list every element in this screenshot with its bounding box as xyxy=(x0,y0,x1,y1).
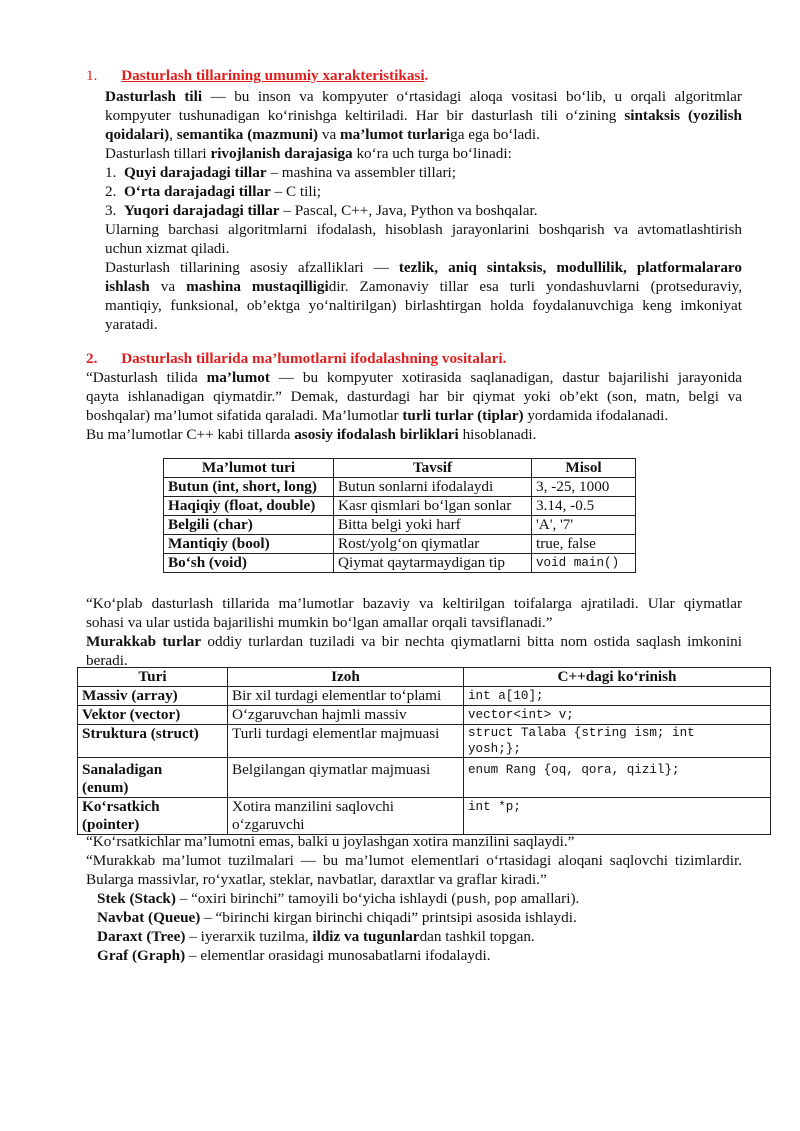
table-header: Ma’lumot turi xyxy=(164,459,334,478)
quote-line1: “Dasturlash tilida ma’lumot — bu kompyuter xotirasida saqlanadigan, dastur bajarilishi jarayonida xyxy=(86,369,742,386)
units-line: Bu ma’lumotlar C++ kabi tillarda asosiy ifodalash birliklari hisoblanadi. xyxy=(86,426,537,443)
table-row xyxy=(78,798,771,835)
advantages-line1: Dasturlash tillarining asosiy afzalliklari — tezlik, aniq sintaksis, modullilik, platformalararo xyxy=(105,259,742,276)
table-cell: Butun (int, short, long) xyxy=(164,478,334,497)
table-cell: Haqiqiy (float, double) xyxy=(164,497,334,516)
table-cell: vector<int> v; xyxy=(464,706,771,725)
table-cell: Mantiqiy (bool) xyxy=(164,535,334,554)
table-cell: Butun sonlarni ifodalaydi xyxy=(334,478,532,497)
table-cell: Rost/yolg‘on qiymatlar xyxy=(334,535,532,554)
section2-heading xyxy=(86,349,506,368)
table-header: Tavsif xyxy=(334,459,532,478)
section1-title: Dasturlash tillarining umumiy xarakteristikasi xyxy=(121,67,425,84)
table-cell: Vektor (vector) xyxy=(78,706,228,725)
advantages-line4: yaratadi. xyxy=(105,316,158,333)
table-row xyxy=(164,535,636,554)
graph-item: Graf (Graph) – elementlar orasidagi munosabatlarni ifodalaydi. xyxy=(97,947,491,964)
table-cell: Xotira manzilini saqlovchi o‘zgaruvchi xyxy=(228,798,464,835)
table-cell: Turli turdagi elementlar majmuasi xyxy=(228,725,464,758)
table-cell: true, false xyxy=(532,535,636,554)
complex-types-line2: beradi. xyxy=(86,652,128,669)
stack-item: Stek (Stack) – “oxiri birinchi” tamoyili bo‘yicha ishlaydi (push, pop amallari). xyxy=(97,890,580,907)
table-header-row xyxy=(78,668,771,687)
quote-line2: qayta ishlanadigan qiymatdir.” Demak, dasturdagi har bir qiymat yoki ob’ekt (son, matn, belgi va xyxy=(86,388,742,405)
table-cell: enum Rang {oq, qora, qizil}; xyxy=(464,758,771,798)
table-row xyxy=(78,706,771,725)
section2-number: 2. xyxy=(86,350,98,367)
section1-heading: 1. Dasturlash tillarining umumiy xarakteristikasi. xyxy=(86,67,429,84)
table-cell: Belgili (char) xyxy=(164,516,334,535)
table-cell: Massiv (array) xyxy=(78,687,228,706)
table-cell: Bo‘sh (void) xyxy=(164,554,334,573)
table-cell: Kasr qismlari bo‘lgan sonlar xyxy=(334,497,532,516)
pointer-quote: “Ko‘rsatkichlar ma’lumotni emas, balki u joylashgan xotira manzilini saqlaydi.” xyxy=(86,833,575,850)
advantages-line3: mantiqiy, funksional, ob’ektga yo‘naltirilgan) birlashtirgan holda foydalanuvchiga keng imkoniyat xyxy=(105,297,742,314)
definition-line2: kompyuter tushunadigan ko‘rinishga keltiriladi. Har bir dasturlash tili o‘zining sintaksis (yozilish xyxy=(105,107,743,124)
table-cell: struct Talaba {string ism; int yosh;}; xyxy=(464,725,771,758)
list-item: 2. O‘rta darajadagi tillar – C tili; xyxy=(105,183,321,200)
table-row xyxy=(164,516,636,535)
table-header: Izoh xyxy=(228,668,464,687)
table-row xyxy=(78,758,771,798)
data-types-table xyxy=(163,458,636,573)
section2-title: Dasturlash tillarida ma’lumotlarni ifodalashning vositalari. xyxy=(121,350,507,367)
purpose-line2: uchun xizmat qiladi. xyxy=(105,240,230,257)
purpose-line1: Ularning barchasi algoritmlarni ifodalash, hisoblash jarayonlarini boshqarish va avtomatlashtirish xyxy=(105,221,742,238)
list-item: 3. Yuqori darajadagi tillar – Pascal, C++, Java, Python va boshqalar. xyxy=(105,202,538,219)
table-row xyxy=(78,725,771,758)
table-header-row xyxy=(164,459,636,478)
table-cell: int a[10]; xyxy=(464,687,771,706)
table-cell: void main() xyxy=(532,554,636,573)
table-header: Turi xyxy=(78,668,228,687)
table-row xyxy=(164,554,636,573)
list-item: 1. Quyi darajadagi tillar – mashina va assembler tillari; xyxy=(105,164,456,181)
table-row xyxy=(164,478,636,497)
types-quote-line2: sohasi va ular ustida bajarilishi mumkin bo‘lgan amallar orqali tavsiflanadi.” xyxy=(86,614,553,631)
table-cell: O‘zgaruvchan hajmli massiv xyxy=(228,706,464,725)
levels-intro: Dasturlash tillari rivojlanish darajasiga ko‘ra uch turga bo‘linadi: xyxy=(105,145,512,162)
table-cell: Bitta belgi yoki harf xyxy=(334,516,532,535)
complex-types-table xyxy=(77,667,771,835)
structures-line1: “Murakkab ma’lumot tuzilmalari — bu ma’lumot elementlari o‘rtasidagi aloqani saqlovchi tizimlardir. xyxy=(86,852,742,869)
table-cell: Qiymat qaytarmaydigan tip xyxy=(334,554,532,573)
types-quote-line1: “Ko‘plab dasturlash tillarida ma’lumotlar bazaviy va keltirilgan toifalarga ajratiladi. Ular qiymatlar xyxy=(86,595,742,612)
table-row xyxy=(164,497,636,516)
table-cell: 3, -25, 1000 xyxy=(532,478,636,497)
advantages-line2: ishlash va mashina mustaqilligidir. Zamonaviy tillar esa turli yondashuvlarni (protseduraviy, xyxy=(105,278,743,295)
tree-item: Daraxt (Tree) – iyerarxik tuzilma, ildiz va tugunlardan tashkil topgan. xyxy=(97,928,535,945)
table-header: C++dagi ko‘rinish xyxy=(464,668,771,687)
table-cell: int *p; xyxy=(464,798,771,835)
table-cell: Struktura (struct) xyxy=(78,725,228,758)
queue-item: Navbat (Queue) – “birinchi kirgan birinchi chiqadi” printsipi asosida ishlaydi. xyxy=(97,909,577,926)
table-cell: Bir xil turdagi elementlar to‘plami xyxy=(228,687,464,706)
table-cell: Ko‘rsatkich (pointer) xyxy=(78,798,228,835)
table-cell: 'A', '7' xyxy=(532,516,636,535)
definition-line1: Dasturlash tili — bu inson va kompyuter o‘rtasidagi aloqa vositasi bo‘lib, u orqali algoritmlar xyxy=(105,88,742,105)
complex-types-line1: Murakkab turlar oddiy turlardan tuziladi va bir nechta qiymatlarni bitta nom ostida saqlash imkonini xyxy=(86,633,742,650)
quote-line3: boshqalar) ma’lumot sifatida qaraladi. Ma’lumotlar turli turlar (tiplar) yordamida ifodalanadi. xyxy=(86,407,669,424)
table-cell: Sanaladigan (enum) xyxy=(78,758,228,798)
table-cell: Belgilangan qiymatlar majmuasi xyxy=(228,758,464,798)
definition-line3: qoidalari), semantika (mazmuni) va ma’lumot turlariga ega bo‘ladi. xyxy=(105,126,540,143)
table-cell: 3.14, -0.5 xyxy=(532,497,636,516)
section1-number: 1. xyxy=(86,67,98,84)
table-header: Misol xyxy=(532,459,636,478)
table-row xyxy=(78,687,771,706)
structures-line2: Bularga massivlar, ro‘yxatlar, steklar, navbatlar, daraxtlar va graflar kiradi.” xyxy=(86,871,547,888)
